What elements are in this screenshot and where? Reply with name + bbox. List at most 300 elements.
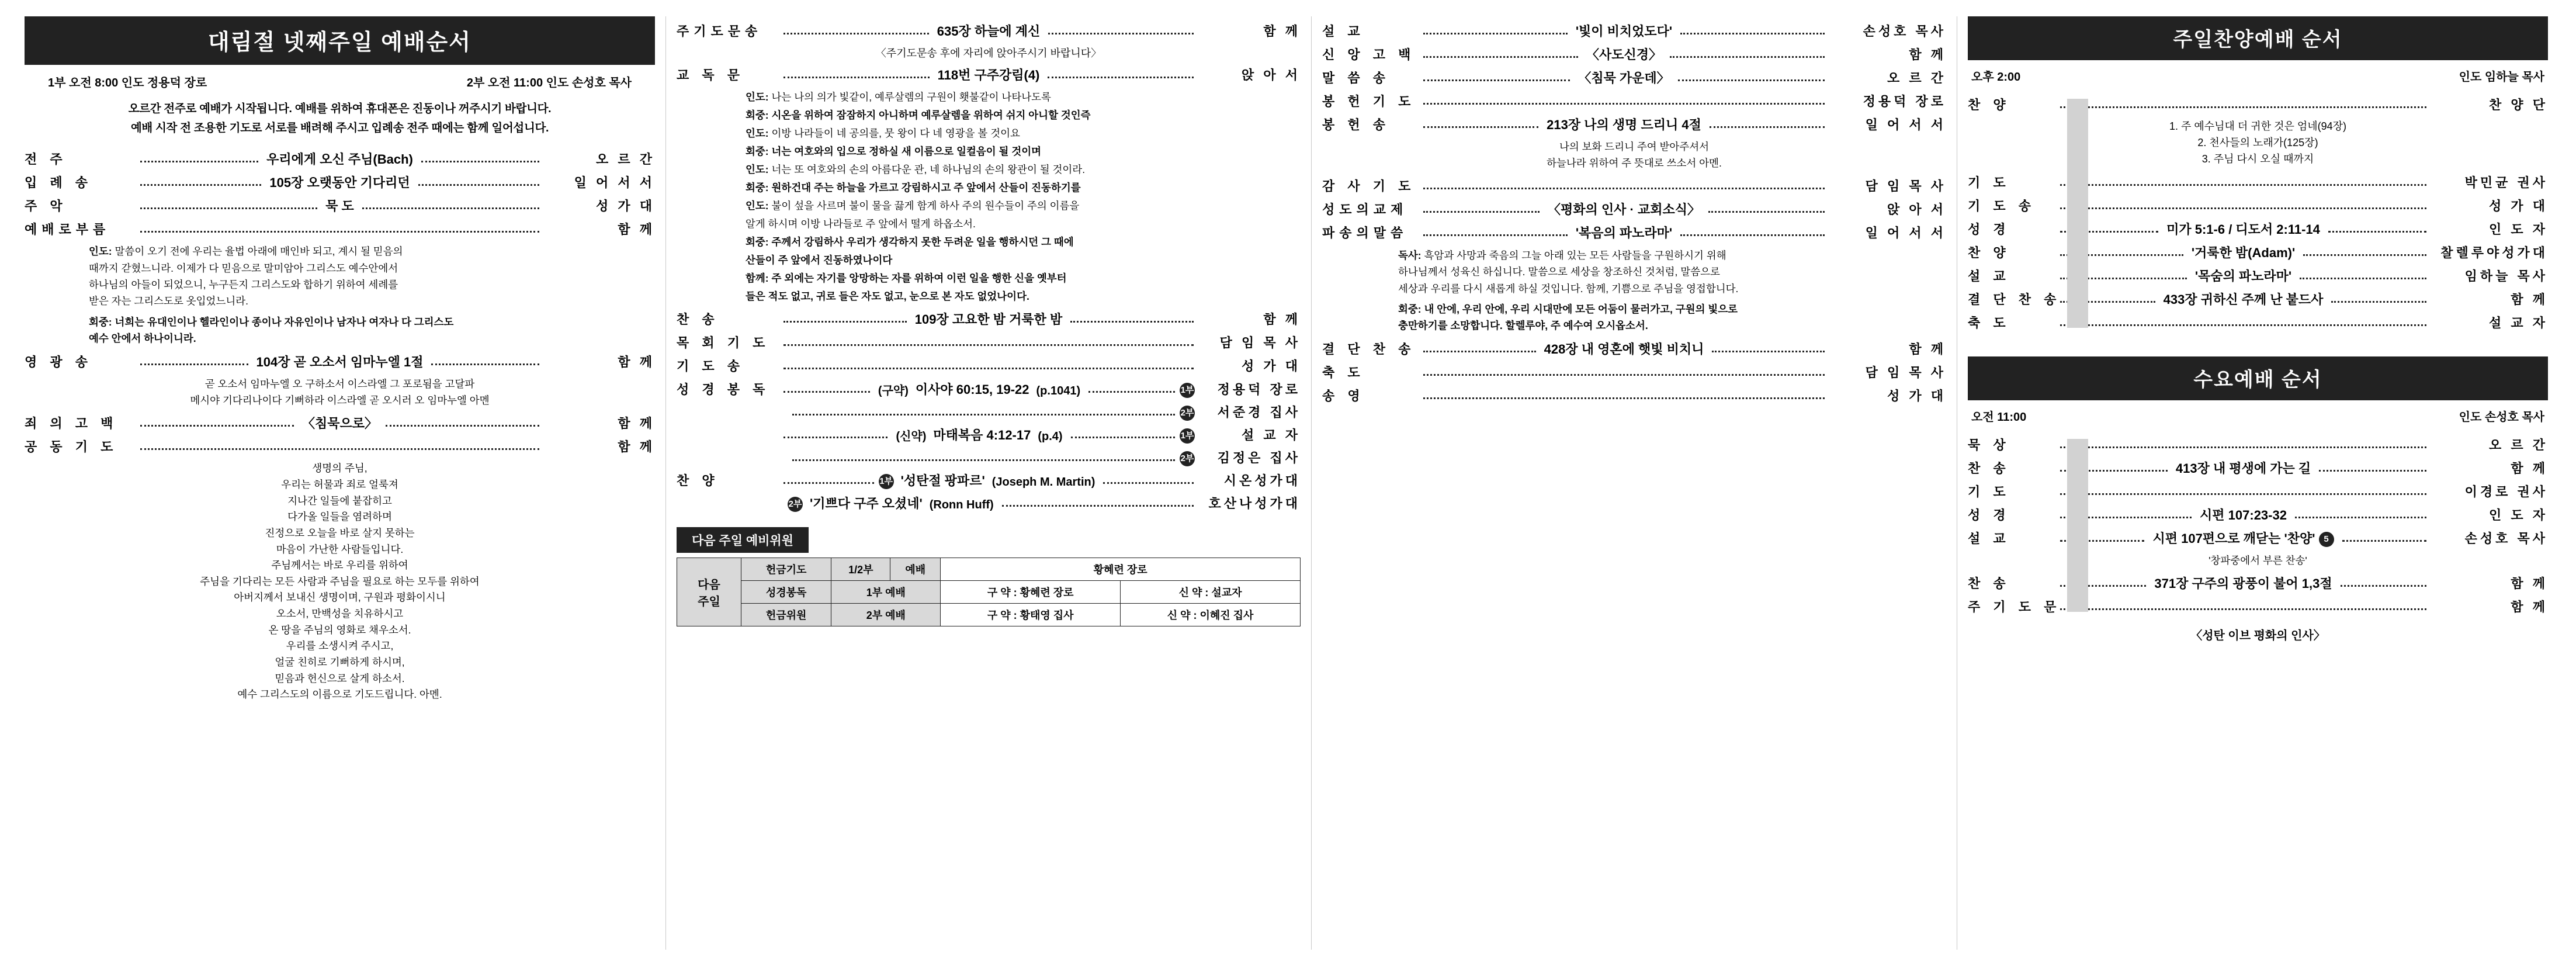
dot-leader bbox=[1048, 77, 1194, 78]
ctw-who: 인도: bbox=[89, 245, 112, 258]
committee-nt: 신 약 : 설교자 bbox=[1121, 581, 1301, 604]
order-label: 예배로부름 bbox=[25, 222, 110, 237]
service-badge-2: 2부 bbox=[1180, 406, 1195, 421]
order-label: 기 도 송 bbox=[677, 359, 744, 373]
order-value: '거룩한 밤(Adam)' bbox=[2191, 245, 2296, 260]
order-person: 임하늘 목사 bbox=[2464, 268, 2548, 283]
order-person: 오 르 간 bbox=[596, 152, 656, 167]
order-label: 송 영 bbox=[1322, 388, 1365, 403]
dot-leader bbox=[783, 33, 929, 34]
praise-service-meta bbox=[1968, 67, 2548, 90]
prayer-line: 믿음과 헌신으로 살게 하소서. bbox=[275, 672, 405, 684]
dot-leader bbox=[792, 414, 1175, 416]
scripture-ot-page: (p.1041) bbox=[1036, 385, 1081, 397]
dot-leader bbox=[1423, 374, 1825, 376]
service-first: 1부 오전 8:00 인도 정용덕 장로 bbox=[48, 77, 207, 89]
order-person: 일 어 서 서 bbox=[574, 175, 656, 191]
closing-note: 〈성탄 이브 평화의 인사〉 bbox=[2190, 629, 2325, 642]
order-value: '목숨의 파노라마' bbox=[2194, 268, 2292, 283]
prayer-line: 아버지께서 보내신 생명이며, 구원과 평화이시니 bbox=[234, 591, 446, 604]
order-person: 손성호 목사 bbox=[1863, 24, 1946, 39]
wednesday-service-body bbox=[1968, 435, 2548, 615]
ctw-line bbox=[89, 276, 655, 293]
dot-leader bbox=[418, 184, 539, 186]
dot-leader bbox=[783, 368, 1194, 369]
order-person: 일 어 서 서 bbox=[1865, 226, 1946, 240]
ctw-text: 받은 자는 그리스도로 옷입었느니라. bbox=[89, 295, 249, 307]
vertical-rule bbox=[2067, 99, 2088, 328]
order-value: 105장 오랫동안 기다리던 bbox=[269, 175, 410, 191]
dot-leader bbox=[1048, 33, 1194, 34]
order-row bbox=[1968, 173, 2548, 191]
scripture-reader: 서준경 집사 bbox=[1217, 405, 1301, 420]
column-two bbox=[665, 16, 1311, 950]
dot-leader bbox=[140, 161, 258, 162]
praise-title: '성탄절 팡파르' bbox=[900, 473, 985, 488]
sermon-series-badge: 5 bbox=[2319, 532, 2334, 547]
order-row bbox=[1968, 574, 2548, 592]
order-row bbox=[25, 173, 655, 191]
order-row bbox=[25, 414, 655, 432]
order-label: 주 악 bbox=[25, 199, 67, 214]
order-row bbox=[1322, 200, 1946, 218]
scripture-nt-page: (p.4) bbox=[1038, 430, 1063, 443]
order-person: 함 께 bbox=[2511, 599, 2548, 614]
prayer-line: 지나간 일들에 붙잡히고 bbox=[287, 494, 392, 507]
order-value: 시편 107:23-32 bbox=[2200, 507, 2287, 522]
order-row bbox=[1968, 196, 2548, 214]
dot-leader bbox=[1680, 234, 1825, 236]
order-row bbox=[25, 150, 655, 168]
dot-leader bbox=[2060, 106, 2426, 108]
order-label: 찬 양 bbox=[1968, 245, 2010, 260]
gloria-line: 곧 오소서 임마누엘 오 구하소서 이스라엘 그 포로됨을 고달파 bbox=[204, 378, 475, 390]
reading-text: 불이 섶을 사르며 불이 물을 끓게 함게 하사 주의 원수들이 주의 이름을 bbox=[771, 200, 1080, 212]
order-label: 찬 양 bbox=[677, 473, 719, 488]
service-title: 대림절 넷째주일 예배순서 bbox=[25, 16, 655, 65]
order-row bbox=[677, 310, 1301, 328]
dot-leader bbox=[783, 77, 930, 78]
column-three bbox=[1311, 16, 1957, 950]
order-value: 104장 곧 오소서 임마누엘 1절 bbox=[256, 355, 424, 370]
prayer-line: 마음이 가난한 사람들입니다. bbox=[276, 543, 404, 555]
order-value: 미가 5:1-6 / 디도서 2:11-14 bbox=[2166, 221, 2320, 237]
order-label: 성 경 bbox=[1968, 507, 2010, 522]
order-label: 주기도문송 bbox=[677, 24, 762, 39]
dot-leader bbox=[431, 363, 539, 365]
section-gap bbox=[1968, 337, 2548, 356]
service-badge-2: 2부 bbox=[788, 497, 803, 512]
sermon-subtitle: '창파중에서 부른 찬송' bbox=[2209, 554, 2307, 566]
order-value: 213장 나의 생명 드리니 4절 bbox=[1547, 117, 1701, 132]
ctw-line bbox=[89, 293, 655, 309]
dot-leader bbox=[2342, 540, 2426, 542]
order-person: 함 께 bbox=[618, 222, 655, 237]
dot-leader bbox=[2060, 207, 2426, 209]
order-label: 기 도 송 bbox=[1968, 198, 2036, 213]
order-person: 성 가 대 bbox=[1887, 388, 1946, 403]
reading-line bbox=[746, 252, 1301, 268]
order-label: 성 경 bbox=[1968, 221, 2010, 237]
wednesday-service-title: 수요예배 순서 bbox=[1968, 356, 2548, 400]
order-person: 손성호 목사 bbox=[2464, 531, 2548, 546]
committee-title: 다음 주일 예비위원 bbox=[677, 527, 809, 553]
reading-who: 회중: bbox=[746, 182, 769, 193]
order-label: 영 광 송 bbox=[25, 355, 92, 370]
praise-composer: (Ronn Huff) bbox=[929, 498, 994, 511]
sending-line bbox=[1398, 247, 1946, 264]
order-label: 말 씀 송 bbox=[1322, 71, 1390, 85]
reading-line bbox=[746, 198, 1301, 214]
table-row bbox=[677, 604, 1301, 626]
order-row bbox=[677, 333, 1301, 351]
order-row bbox=[1968, 529, 2548, 547]
order-row bbox=[1968, 95, 2548, 113]
order-label: 설 교 bbox=[1968, 268, 2010, 283]
order-person: 박민균 권사 bbox=[2464, 175, 2548, 190]
reading-text: 주 외에는 자기를 앙망하는 자를 위하여 이런 일을 행한 신을 옛부터 bbox=[771, 272, 1067, 284]
common-prayer bbox=[25, 461, 655, 703]
intro-line-2: 예배 시작 전 조용한 기도로 서로를 배려해 주시고 입례송 전주 때에는 함께 일어섭니다. bbox=[130, 122, 549, 135]
order-value: 시편 107편으로 깨닫는 '찬양' bbox=[2152, 531, 2315, 546]
order-person: 앉 아 서 bbox=[1242, 68, 1301, 82]
order-row bbox=[25, 196, 655, 214]
dot-leader bbox=[2060, 446, 2426, 448]
committee-lead: 다음 주일 bbox=[677, 558, 741, 626]
praise-choir: 시온성가대 bbox=[1223, 473, 1301, 488]
dot-leader bbox=[140, 363, 248, 365]
vertical-rule bbox=[2067, 439, 2088, 612]
order-label: 봉 헌 기 도 bbox=[1322, 94, 1416, 109]
ctw-line bbox=[89, 314, 655, 330]
order-person: 담 임 목 사 bbox=[1865, 365, 1946, 380]
order-value: 묵 도 bbox=[325, 199, 354, 214]
order-person: 함 께 bbox=[618, 439, 655, 455]
order-value: 109장 고요한 밤 거룩한 밤 bbox=[914, 312, 1063, 327]
order-person: 성 가 대 bbox=[596, 199, 655, 214]
reading-line bbox=[746, 270, 1301, 286]
ctw-text: 말씀이 오기 전에 우리는 율법 아래에 매인바 되고, 계시 될 믿음의 bbox=[115, 245, 403, 258]
order-label: 감 사 기 도 bbox=[1322, 179, 1416, 193]
order-person: 함 께 bbox=[618, 416, 656, 431]
column-one bbox=[14, 16, 665, 950]
dot-leader bbox=[1423, 188, 1825, 189]
dot-leader bbox=[792, 459, 1175, 461]
order-person: 함 께 bbox=[1909, 341, 1946, 356]
dot-leader bbox=[1423, 397, 1825, 399]
dot-leader bbox=[2060, 184, 2426, 186]
order-value: '복음의 파노라마' bbox=[1575, 226, 1673, 240]
scripture-row bbox=[677, 403, 1301, 421]
dot-leader bbox=[783, 344, 1194, 346]
praise-service-leader: 인도 임하늘 목사 bbox=[2459, 71, 2544, 84]
dot-leader bbox=[2319, 470, 2426, 472]
reading-line bbox=[746, 89, 1301, 105]
dot-leader bbox=[1088, 391, 1175, 393]
order-value: 〈사도신경〉 bbox=[1586, 47, 1662, 62]
order-person: 찬 양 단 bbox=[2489, 98, 2548, 112]
dot-leader bbox=[2328, 231, 2426, 233]
reading-text: 원하건대 주는 하늘을 가르고 강림하시고 주 앞에서 산들이 진동하기를 bbox=[771, 182, 1081, 193]
call-to-worship bbox=[25, 243, 655, 347]
order-row bbox=[1322, 115, 1946, 133]
reading-who: 인도: bbox=[746, 200, 769, 212]
sending-who: 회중: bbox=[1398, 303, 1422, 316]
order-label: 성 경 봉 독 bbox=[677, 382, 770, 397]
dot-leader bbox=[2060, 493, 2426, 495]
scripture-reader: 김정은 집사 bbox=[1217, 451, 1301, 465]
reading-who: 인도: bbox=[746, 91, 769, 103]
reading-text: 들은 적도 없고, 귀로 들은 자도 없고, 눈으로 본 자도 없었나이다. bbox=[746, 290, 1029, 302]
dot-leader bbox=[783, 437, 887, 438]
order-label: 결 단 찬 송 bbox=[1322, 341, 1416, 356]
dot-leader bbox=[140, 231, 539, 233]
order-row bbox=[1322, 68, 1946, 86]
order-label: 교 독 문 bbox=[677, 68, 744, 82]
dot-leader bbox=[1423, 79, 1570, 81]
order-row bbox=[677, 356, 1301, 375]
reading-text: 이방 나라들이 네 공의를, 뭇 왕이 다 네 영광을 볼 것이요 bbox=[771, 127, 1020, 139]
order-row bbox=[677, 22, 1301, 40]
order-label: 축 도 bbox=[1968, 315, 2010, 330]
praise-song-item: 2. 천사들의 노래가(125장) bbox=[2197, 136, 2318, 148]
prayer-line: 우리는 허물과 죄로 얼룩져 bbox=[281, 478, 398, 490]
service-badge-1: 1부 bbox=[1180, 383, 1195, 398]
offering-line: 나의 보화 드리니 주여 받아주셔서 bbox=[1559, 141, 1710, 153]
order-label: 묵 상 bbox=[1968, 437, 2010, 452]
order-row bbox=[1968, 266, 2548, 285]
gloria-line: 메시야 기다리나이다 기뻐하라 이스라엘 곧 오시러 오 임마누엘 아멘 bbox=[190, 394, 490, 407]
order-label: 찬 양 bbox=[1968, 98, 2010, 112]
reading-who: 함께: bbox=[746, 272, 769, 284]
order-value: 118번 구주강림(4) bbox=[937, 68, 1040, 82]
order-person: 성 가 대 bbox=[1242, 359, 1301, 373]
order-person: 함 께 bbox=[2511, 292, 2548, 307]
dot-leader bbox=[1680, 33, 1825, 34]
order-value: 428장 내 영혼에 햇빛 비치니 bbox=[1544, 341, 1704, 356]
order-person: 함 께 bbox=[1263, 24, 1301, 39]
lords-prayer-note: 〈주기도문송 후에 자리에 앉아주시기 바랍니다〉 bbox=[875, 47, 1102, 59]
reading-text: 시온을 위하여 잠잠하지 아니하며 예루살렘을 위하여 쉬지 아니할 것인즉 bbox=[771, 109, 1091, 121]
order-person: 함 께 bbox=[618, 355, 656, 370]
prayer-line: 주님께서는 바로 우리를 위하여 bbox=[271, 559, 408, 572]
order-label: 기 도 bbox=[1968, 175, 2010, 190]
sending-text: 흑암과 사망과 죽음의 그늘 아래 있는 모든 사람들을 구원하시기 위해 bbox=[1424, 250, 1726, 261]
table-row bbox=[677, 558, 1301, 581]
order-person: 인 도 자 bbox=[2489, 221, 2549, 237]
order-label: 죄 의 고 백 bbox=[25, 416, 118, 431]
prayer-line: 온 땅을 주님의 영화로 채우소서. bbox=[268, 624, 411, 636]
order-label: 목 회 기 도 bbox=[677, 335, 770, 350]
order-value: 〈평화의 인사 · 교회소식〉 bbox=[1548, 202, 1700, 217]
order-row bbox=[677, 65, 1301, 84]
reading-text: 알게 하시며 이방 나라들로 주 앞에서 떨게 하옵소서. bbox=[746, 218, 976, 230]
offering-line: 하늘나라 위하여 주 뜻대로 쓰소서 아멘. bbox=[1547, 157, 1722, 169]
sending-line bbox=[1398, 281, 1946, 297]
dot-leader bbox=[140, 448, 539, 450]
order-person: 함 께 bbox=[2511, 461, 2549, 476]
dot-leader bbox=[783, 321, 907, 323]
order-row bbox=[1322, 176, 1946, 195]
sending-text: 내 안에, 우리 안에, 우리 시대만에 모든 어둠이 물러가고, 구원의 빛으로 bbox=[1424, 303, 1738, 316]
dot-leader bbox=[1678, 79, 1825, 81]
service-badge-1: 1부 bbox=[879, 474, 894, 489]
praise-song-list bbox=[1968, 119, 2548, 168]
order-row bbox=[1968, 435, 2548, 453]
order-label: 찬 송 bbox=[677, 312, 719, 327]
order-label: 봉 헌 송 bbox=[1322, 117, 1390, 132]
sending-text: 하나님께서 성육신 하십니다. 말씀으로 세상을 창조하신 것처럼, 말씀으로 bbox=[1398, 266, 1720, 278]
dot-leader bbox=[1103, 482, 1194, 484]
dot-leader bbox=[1423, 33, 1568, 34]
order-label: 주 기 도 문 bbox=[1968, 599, 2061, 614]
sending-line bbox=[1398, 264, 1946, 280]
order-value: 〈침묵으로〉 bbox=[302, 416, 378, 431]
committee-type: 헌금위원 bbox=[741, 604, 831, 626]
order-label: 결 단 찬 송 bbox=[1968, 292, 2061, 307]
order-row bbox=[1322, 340, 1946, 358]
service-badge-2: 2부 bbox=[1180, 451, 1195, 466]
order-row bbox=[1322, 45, 1946, 63]
order-row bbox=[1322, 223, 1946, 241]
reading-who: 회중: bbox=[746, 109, 769, 121]
order-value: 우리에게 오신 주님(Bach) bbox=[266, 152, 413, 167]
order-label: 파송의말씀 bbox=[1322, 226, 1408, 240]
reading-text: 주께서 강림하사 우리가 생각하지 못한 두려운 일을 행하시던 그 때에 bbox=[771, 236, 1074, 248]
dot-leader bbox=[2060, 608, 2426, 610]
order-value: 413장 내 평생에 가는 길 bbox=[2175, 461, 2311, 476]
order-person: 정용덕 장로 bbox=[1863, 94, 1946, 109]
intro-line-1: 오르간 전주로 예배가 시작됩니다. 예배를 위하여 휴대폰은 진동이나 꺼주시기 바랍니다. bbox=[128, 102, 552, 115]
scripture-ot-ref: 이사야 60:15, 19-22 bbox=[915, 382, 1029, 397]
order-label: 입 례 송 bbox=[25, 175, 92, 191]
praise-service-body bbox=[1968, 95, 2548, 331]
scripture-ot-tag: (구약) bbox=[878, 385, 909, 397]
order-person: 함 께 bbox=[1263, 312, 1301, 327]
praise-choir: 호산나성가대 bbox=[1208, 496, 1301, 511]
prayer-line: 진정으로 오늘을 바로 살지 못하는 bbox=[265, 527, 415, 539]
order-label: 전 주 bbox=[25, 152, 67, 167]
order-row bbox=[1968, 220, 2548, 238]
reading-line bbox=[746, 216, 1301, 232]
order-label: 찬 송 bbox=[1968, 461, 2010, 476]
order-row bbox=[1322, 363, 1946, 381]
praise-service-title: 주일찬양예배 순서 bbox=[1968, 16, 2548, 60]
order-row bbox=[1968, 459, 2548, 477]
scripture-row bbox=[677, 448, 1301, 466]
ctw-text: 때까지 갇혔느니라. 이제가 다 믿음으로 말미암아 그리스도 예수안에서 bbox=[89, 262, 398, 274]
praise-song-item: 1. 주 예수님대 더 귀한 것은 엄네(94장) bbox=[2169, 120, 2347, 132]
prayer-line: 얼굴 친히로 기뻐하게 하시며, bbox=[275, 656, 405, 669]
reading-who: 인도: bbox=[746, 127, 769, 139]
order-label: 기 도 bbox=[1968, 484, 2010, 499]
order-person: 담 임 목 사 bbox=[1865, 179, 1946, 193]
order-person: 오 르 간 bbox=[1887, 71, 1946, 85]
ctw-text: 하나님의 아들이 되었으니, 누구든지 그리스도와 합하기 위하여 세례를 bbox=[89, 278, 398, 290]
order-value: 371장 구주의 광풍이 불어 1,3절 bbox=[2154, 576, 2332, 591]
dot-leader bbox=[2303, 254, 2426, 256]
column-four bbox=[1957, 16, 2558, 950]
committee-table bbox=[677, 558, 1301, 626]
order-label: 설 교 bbox=[1968, 531, 2010, 546]
ctw-text: 너희는 유대인이나 헬라인이나 종이나 자유인이나 남자나 여자나 다 그리스도 bbox=[115, 316, 454, 328]
order-label: 성도의교제 bbox=[1322, 202, 1408, 217]
committee-main: 황혜련 장로 bbox=[941, 558, 1301, 581]
order-person: 인 도 자 bbox=[2489, 507, 2549, 522]
order-person: 일 어 서 서 bbox=[1865, 117, 1947, 132]
sending-line bbox=[1398, 301, 1946, 317]
order-label-spacer bbox=[677, 428, 779, 444]
order-row bbox=[25, 220, 655, 238]
scripture-row bbox=[677, 380, 1301, 398]
dot-leader bbox=[1423, 126, 1538, 128]
ctw-line bbox=[89, 260, 655, 276]
dot-leader bbox=[1708, 211, 1825, 213]
committee-service-header2: 예배 bbox=[890, 558, 941, 581]
order-label: 축 도 bbox=[1322, 365, 1365, 380]
order-label: 설 교 bbox=[1322, 24, 1365, 39]
prayer-line: 오소서, 만백성을 치유하시고 bbox=[276, 608, 404, 620]
sending-line bbox=[1398, 317, 1946, 334]
dot-leader bbox=[1071, 437, 1175, 438]
table-row bbox=[677, 581, 1301, 604]
order-person: 담 임 목 사 bbox=[1219, 335, 1301, 350]
reading-line bbox=[746, 107, 1301, 123]
dot-leader bbox=[2341, 585, 2426, 587]
reading-who: 회중: bbox=[746, 146, 769, 157]
prayer-line: 다가올 일들을 염려하며 bbox=[287, 511, 392, 523]
dot-leader bbox=[2060, 324, 2426, 326]
offering-response bbox=[1322, 139, 1946, 171]
order-person: 이경로 권사 bbox=[2464, 484, 2548, 499]
scripture-row bbox=[677, 425, 1301, 444]
order-label: 신 앙 고 백 bbox=[1322, 47, 1416, 62]
scripture-reader: 정용덕 장로 bbox=[1217, 382, 1301, 397]
dot-leader bbox=[1423, 103, 1825, 105]
order-person: 성 가 대 bbox=[2489, 198, 2548, 213]
dot-leader bbox=[1423, 211, 1540, 213]
gloria-note bbox=[25, 376, 655, 408]
service-subline bbox=[25, 73, 655, 96]
praise-row bbox=[677, 494, 1301, 512]
intro-text bbox=[25, 99, 655, 138]
order-row bbox=[1968, 482, 2548, 500]
responsive-reading bbox=[677, 89, 1301, 304]
committee-service-header: 1/2부 bbox=[831, 558, 890, 581]
dot-leader bbox=[140, 207, 317, 209]
wednesday-service-leader: 인도 손성호 목사 bbox=[2459, 410, 2544, 424]
dot-leader bbox=[1710, 126, 1825, 128]
sending-who: 독사: bbox=[1398, 250, 1422, 261]
dot-leader bbox=[1423, 56, 1578, 58]
dot-leader bbox=[1423, 234, 1568, 236]
service-badge-1: 1부 bbox=[1180, 428, 1195, 444]
committee-ot: 구 약 : 황혜련 장로 bbox=[941, 581, 1121, 604]
reading-text: 너는 또 여호와의 손의 아름다운 관, 네 하나님의 손의 왕관이 될 것이라. bbox=[771, 164, 1086, 175]
sending-words bbox=[1322, 247, 1946, 334]
order-value: 635장 하늘에 계신 bbox=[937, 24, 1041, 39]
praise-row bbox=[677, 471, 1301, 489]
order-row bbox=[1968, 505, 2548, 524]
dot-leader bbox=[2295, 517, 2426, 518]
dot-leader bbox=[783, 391, 870, 393]
praise-title: '기쁘다 구주 오셨네' bbox=[810, 496, 923, 511]
reading-line bbox=[746, 234, 1301, 250]
committee-nt: 신 약 : 이혜진 집사 bbox=[1121, 604, 1301, 626]
sending-text: 충만하기를 소망합니다. 할렐루야, 주 예수여 오시옵소서. bbox=[1398, 320, 1648, 332]
reading-text: 나는 나의 의가 빛같이, 예루살렘의 구원이 횃불같이 나타나도록 bbox=[771, 91, 1051, 103]
dot-leader bbox=[1070, 321, 1194, 323]
